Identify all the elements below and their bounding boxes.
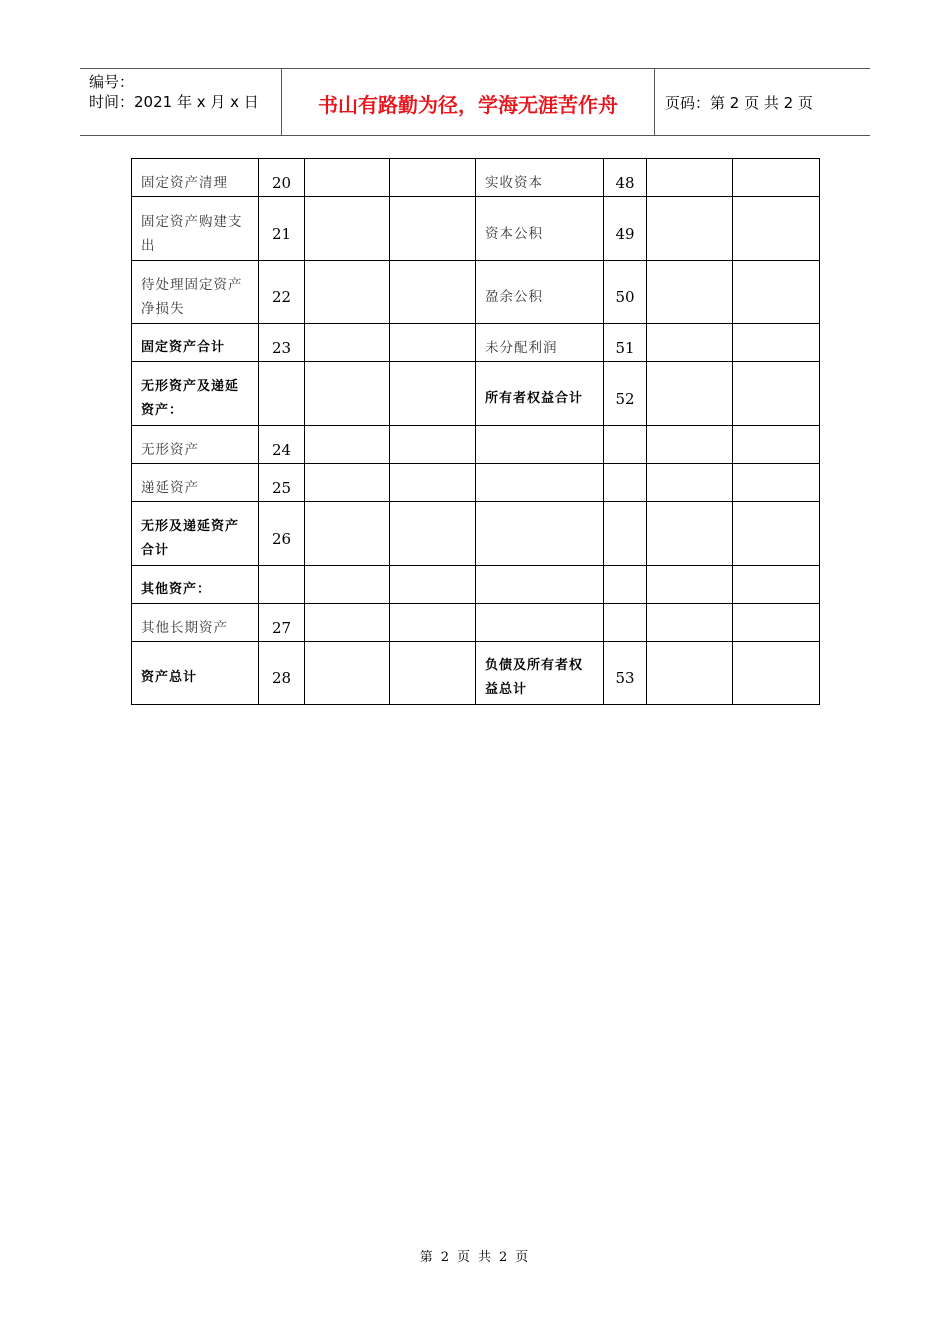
right-item-label xyxy=(476,426,604,464)
table-row xyxy=(132,426,820,464)
right-value-cell-2 xyxy=(733,159,820,197)
left-item-label-text: 无形资产及递延资产： xyxy=(141,378,240,418)
left-item-label xyxy=(132,502,259,566)
right-value-cell-2 xyxy=(733,362,820,426)
left-value-cell-2 xyxy=(390,604,476,642)
header-page-info: 页码：第 2 页 共 2 页 xyxy=(665,93,813,112)
table-row xyxy=(132,642,820,705)
right-item-label-text: 资本公积 xyxy=(485,225,543,242)
left-value-cell-2 xyxy=(390,642,476,705)
left-value-cell-1 xyxy=(305,426,390,464)
left-item-label-text: 其他长期资产 xyxy=(141,619,228,636)
left-line-number-text: 23 xyxy=(271,338,292,357)
left-value-cell-2 xyxy=(390,464,476,502)
left-item-label xyxy=(132,362,259,426)
left-line-number-text: 26 xyxy=(271,529,292,548)
left-line-number-text: 25 xyxy=(271,478,292,497)
left-line-number-text: 20 xyxy=(271,173,292,192)
right-line-number xyxy=(604,566,647,604)
table-row xyxy=(132,159,820,197)
right-value-cell-1 xyxy=(647,362,733,426)
left-value-cell-2 xyxy=(390,197,476,261)
left-line-number xyxy=(259,566,305,604)
right-line-number xyxy=(604,604,647,642)
left-item-label-text: 递延资产 xyxy=(141,479,199,496)
left-value-cell-1 xyxy=(305,642,390,705)
left-item-label xyxy=(132,197,259,261)
header-motto: 书山有路勤为径，学海无涯苦作舟 xyxy=(282,69,655,135)
right-value-cell-1 xyxy=(647,642,733,705)
left-item-label-text: 固定资产购建支出 xyxy=(141,213,243,254)
left-line-number xyxy=(259,426,305,464)
left-line-number xyxy=(259,197,305,261)
left-item-label-text: 固定资产合计 xyxy=(141,339,226,355)
table-row xyxy=(132,502,820,566)
right-line-number xyxy=(604,464,647,502)
left-item-label xyxy=(132,261,259,324)
left-line-number xyxy=(259,502,305,566)
right-value-cell-2 xyxy=(733,261,820,324)
right-line-number xyxy=(604,362,647,426)
left-value-cell-1 xyxy=(305,197,390,261)
left-line-number-text: 27 xyxy=(271,618,292,637)
right-item-label-text: 负债及所有者权益总计 xyxy=(485,658,584,697)
page-header xyxy=(80,68,870,136)
right-value-cell-1 xyxy=(647,604,733,642)
right-line-number xyxy=(604,502,647,566)
footer-di: 第 xyxy=(419,1250,435,1265)
time-label: 时间：2021 年 x 月 x 日 xyxy=(89,93,259,111)
footer-ye-total: 页 xyxy=(515,1250,531,1265)
table-row xyxy=(132,197,820,261)
left-value-cell-1 xyxy=(305,566,390,604)
right-line-number-text: 50 xyxy=(615,288,635,306)
left-value-cell-2 xyxy=(390,362,476,426)
right-value-cell-2 xyxy=(733,502,820,566)
right-line-number-text: 49 xyxy=(615,224,635,243)
left-value-cell-2 xyxy=(390,426,476,464)
right-item-label xyxy=(476,159,604,197)
right-value-cell-2 xyxy=(733,197,820,261)
table-row xyxy=(132,362,820,426)
right-line-number-text: 53 xyxy=(615,669,635,687)
left-value-cell-1 xyxy=(305,261,390,324)
left-line-number xyxy=(259,261,305,324)
left-item-label xyxy=(132,566,259,604)
header-meta xyxy=(80,69,282,135)
left-item-label xyxy=(132,159,259,197)
left-line-number xyxy=(259,604,305,642)
left-value-cell-2 xyxy=(390,566,476,604)
table-row xyxy=(132,604,820,642)
right-item-label-text: 未分配利润 xyxy=(485,339,558,356)
balance-sheet-table xyxy=(131,158,820,705)
right-value-cell-2 xyxy=(733,426,820,464)
right-value-cell-1 xyxy=(647,566,733,604)
left-line-number-text: 28 xyxy=(271,669,292,687)
right-line-number-text: 52 xyxy=(615,389,635,408)
right-value-cell-1 xyxy=(647,426,733,464)
right-item-label-text: 盈余公积 xyxy=(485,289,543,305)
left-item-label xyxy=(132,464,259,502)
left-line-number xyxy=(259,324,305,362)
right-line-number xyxy=(604,324,647,362)
page-footer xyxy=(0,1246,950,1265)
right-item-label xyxy=(476,464,604,502)
left-line-number-text: 24 xyxy=(271,440,292,459)
right-line-number xyxy=(604,159,647,197)
right-value-cell-2 xyxy=(733,642,820,705)
right-value-cell-2 xyxy=(733,324,820,362)
left-item-label-text: 无形资产 xyxy=(141,441,199,458)
right-value-cell-2 xyxy=(733,566,820,604)
left-line-number-text: 21 xyxy=(271,224,292,243)
table-row xyxy=(132,324,820,362)
table-row xyxy=(132,566,820,604)
right-value-cell-1 xyxy=(647,464,733,502)
left-item-label xyxy=(132,324,259,362)
right-value-cell-1 xyxy=(647,197,733,261)
left-value-cell-2 xyxy=(390,324,476,362)
table-row xyxy=(132,261,820,324)
left-value-cell-1 xyxy=(305,324,390,362)
left-line-number-text: 22 xyxy=(271,288,292,306)
footer-total-pages: 2 xyxy=(499,1250,510,1265)
right-value-cell-1 xyxy=(647,324,733,362)
right-item-label xyxy=(476,197,604,261)
left-item-label-text: 资产总计 xyxy=(141,670,198,685)
left-item-label-text: 其他资产： xyxy=(141,581,212,597)
left-item-label-text: 无形及递延资产合计 xyxy=(141,518,240,558)
left-line-number xyxy=(259,464,305,502)
left-item-label-text: 待处理固定资产净损失 xyxy=(141,277,243,317)
left-line-number xyxy=(259,642,305,705)
footer-ye: 页 xyxy=(456,1250,472,1265)
right-line-number-text: 48 xyxy=(615,173,635,192)
right-value-cell-1 xyxy=(647,502,733,566)
right-item-label xyxy=(476,502,604,566)
left-value-cell-1 xyxy=(305,159,390,197)
left-item-label xyxy=(132,642,259,705)
right-item-label xyxy=(476,566,604,604)
footer-gong: 共 xyxy=(478,1250,494,1265)
right-line-number xyxy=(604,261,647,324)
right-item-label xyxy=(476,324,604,362)
right-item-label xyxy=(476,642,604,705)
left-value-cell-1 xyxy=(305,604,390,642)
left-value-cell-1 xyxy=(305,502,390,566)
right-item-label xyxy=(476,362,604,426)
table-row xyxy=(132,464,820,502)
left-value-cell-1 xyxy=(305,464,390,502)
left-value-cell-2 xyxy=(390,502,476,566)
left-item-label xyxy=(132,604,259,642)
left-value-cell-2 xyxy=(390,261,476,324)
right-value-cell-1 xyxy=(647,159,733,197)
right-item-label xyxy=(476,604,604,642)
right-item-label xyxy=(476,261,604,324)
right-value-cell-2 xyxy=(733,604,820,642)
left-value-cell-1 xyxy=(305,362,390,426)
right-item-label-text: 所有者权益合计 xyxy=(485,390,584,406)
right-line-number xyxy=(604,426,647,464)
right-item-label-text: 实收资本 xyxy=(485,174,543,191)
serial-label: 编号： xyxy=(89,73,135,91)
footer-current-page: 2 xyxy=(440,1250,451,1265)
left-value-cell-2 xyxy=(390,159,476,197)
left-item-label xyxy=(132,426,259,464)
right-line-number-text: 51 xyxy=(615,338,635,357)
left-item-label-text: 固定资产清理 xyxy=(141,174,228,191)
left-line-number xyxy=(259,159,305,197)
right-value-cell-1 xyxy=(647,261,733,324)
left-line-number xyxy=(259,362,305,426)
right-line-number xyxy=(604,197,647,261)
right-line-number xyxy=(604,642,647,705)
right-value-cell-2 xyxy=(733,464,820,502)
